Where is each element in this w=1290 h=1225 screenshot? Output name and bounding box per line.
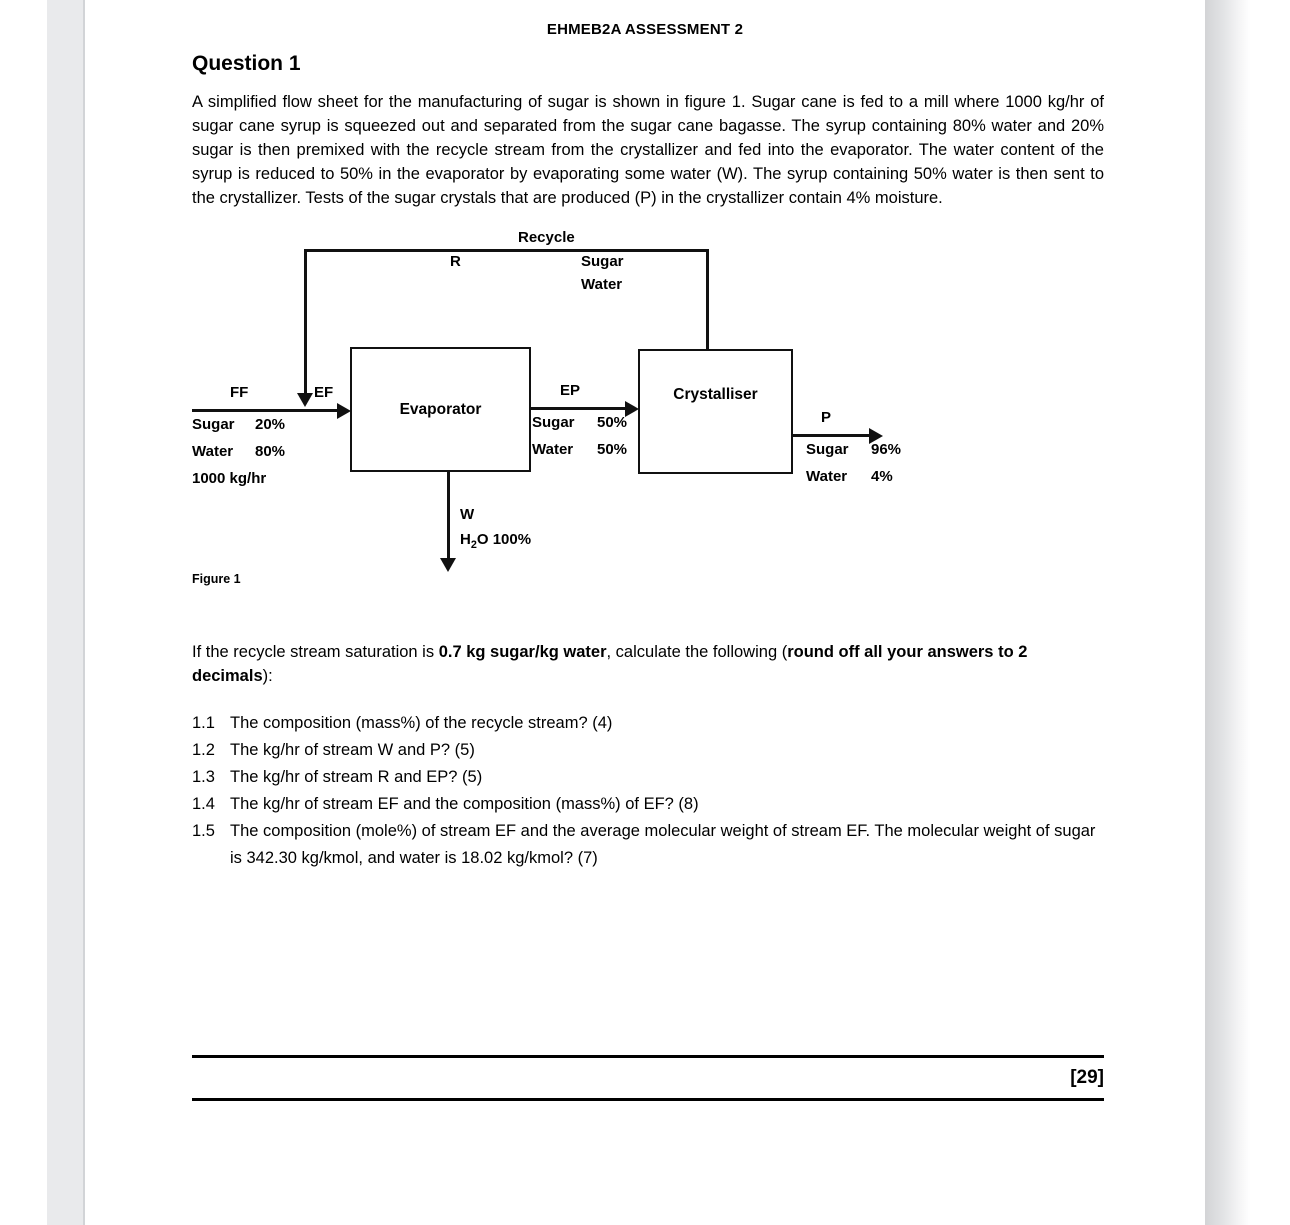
sub-question-number: 1.3	[192, 768, 215, 786]
list-item	[192, 791, 1104, 818]
sub-question-number: 1.2	[192, 741, 215, 759]
water-vapour-label: W	[460, 506, 475, 523]
question-body-paragraph: A simplified flow sheet for the manufacturing of sugar is shown in figure 1. Sugar cane is fed to a mill where 1000 kg/hr of sugar cane syrup is squeezed out and separated from the sugar cane bagasse. The syrup containing 80% water and 20% sugar is then premixed with the recycle stream from the crystallizer and fed into the evaporator. The water content of the syrup is reduced to 50% in the evaporator by evaporating some water (W). The syrup containing 50% water is then sent to the crystallizer. Tests of the sugar crystals that are produced (P) in the crystallizer contain 4% moisture.	[192, 93, 1104, 207]
recycle-label: Recycle	[518, 229, 575, 246]
recycle-line-vertical-right	[706, 249, 709, 352]
list-item	[192, 710, 1104, 737]
lead-in-saturation-value: 0.7 kg sugar/kg water	[438, 643, 607, 661]
ep-composition-water-value: 50%	[597, 441, 628, 458]
document-header-title: EHMEB2A ASSESSMENT 2	[546, 21, 744, 38]
product-composition-sugar-name: Sugar	[806, 441, 849, 458]
figure-caption: Figure 1	[192, 572, 241, 586]
water-vapour-arrowhead	[440, 558, 456, 572]
water-formula-suffix: O 100%	[476, 531, 532, 548]
feed-line-horizontal	[192, 409, 344, 412]
sub-question-number: 1.1	[192, 714, 215, 732]
list-item	[192, 737, 1104, 764]
sub-question-number: 1.5	[192, 822, 215, 840]
list-item	[192, 818, 1104, 872]
sub-question-text: The composition (mole%) of stream EF and the average molecular weight of stream EF. The molecular weight of sugar is 342.30 kg/kmol, and water is 18.02 kg/kmol? (7)	[230, 822, 1096, 867]
water-formula-subscript: 2	[470, 539, 477, 551]
product-composition-sugar-value: 96%	[871, 441, 902, 458]
sub-question-text: The kg/hr of stream W and P? (5)	[230, 741, 475, 759]
sub-question-text: The kg/hr of stream EF and the composition (mass%) of EF? (8)	[230, 795, 699, 813]
document-content	[192, 52, 1104, 872]
ep-composition-sugar-name: Sugar	[532, 414, 575, 431]
lead-in-part3: ):	[262, 667, 273, 685]
feed-flow-rate: 1000 kg/hr	[192, 470, 267, 487]
recycle-line-vertical-left	[304, 249, 307, 395]
evaporator-label: Evaporator	[399, 400, 482, 418]
product-line-horizontal	[793, 434, 875, 437]
feed-composition-sugar-name: Sugar	[192, 416, 235, 433]
process-flow-diagram	[192, 229, 1104, 632]
list-item	[192, 764, 1104, 791]
page-gutter-left	[47, 0, 83, 1225]
crystalliser-box	[638, 349, 793, 474]
document-page	[85, 0, 1205, 1225]
product-label: P	[821, 409, 832, 426]
sub-question-number: 1.4	[192, 795, 215, 813]
product-composition-water-name: Water	[806, 468, 848, 485]
ep-line-horizontal	[531, 407, 631, 410]
water-vapour-composition	[460, 531, 531, 551]
ep-arrowhead	[625, 401, 639, 417]
ef-label: EF	[314, 384, 334, 401]
sub-question-text: The kg/hr of stream R and EP? (5)	[230, 768, 483, 786]
question-heading: Question 1	[192, 52, 301, 75]
crystalliser-label: Crystalliser	[673, 385, 758, 403]
product-composition-water-value: 4%	[871, 468, 893, 485]
feed-composition-water-name: Water	[192, 443, 234, 460]
lead-in-part2: , calculate the following (	[606, 643, 788, 661]
feed-arrowhead	[337, 403, 351, 419]
recycle-stream-id: R	[450, 253, 461, 270]
divider-bottom	[192, 1098, 1104, 1101]
lead-in-text	[192, 640, 1104, 688]
recycle-arrowhead-down	[297, 393, 313, 407]
ep-label: EP	[560, 382, 581, 399]
water-formula-prefix: H	[460, 531, 471, 548]
ep-composition-water-name: Water	[532, 441, 574, 458]
lead-in-rounding-instruction: round off all your answers to 2 decimals	[192, 643, 1028, 685]
lead-in-part1: If the recycle stream saturation is	[192, 643, 439, 661]
recycle-line-horizontal	[304, 249, 709, 252]
recycle-composition-water: Water	[581, 276, 623, 293]
recycle-composition-sugar: Sugar	[581, 253, 624, 270]
feed-label: FF	[230, 384, 249, 401]
feed-composition-water-value: 80%	[255, 443, 286, 460]
marks-row	[192, 1058, 1104, 1098]
evaporator-box	[350, 347, 531, 472]
water-vapour-line-vertical	[447, 472, 450, 562]
marks-footer	[192, 1055, 1104, 1101]
sub-question-list	[192, 710, 1104, 872]
sub-question-text: The composition (mass%) of the recycle stream? (4)	[230, 714, 613, 732]
total-marks-badge: [29]	[1070, 1067, 1104, 1088]
ep-composition-sugar-value: 50%	[597, 414, 628, 431]
feed-composition-sugar-value: 20%	[255, 416, 286, 433]
page-gutter-right-shadow	[1205, 0, 1250, 1225]
